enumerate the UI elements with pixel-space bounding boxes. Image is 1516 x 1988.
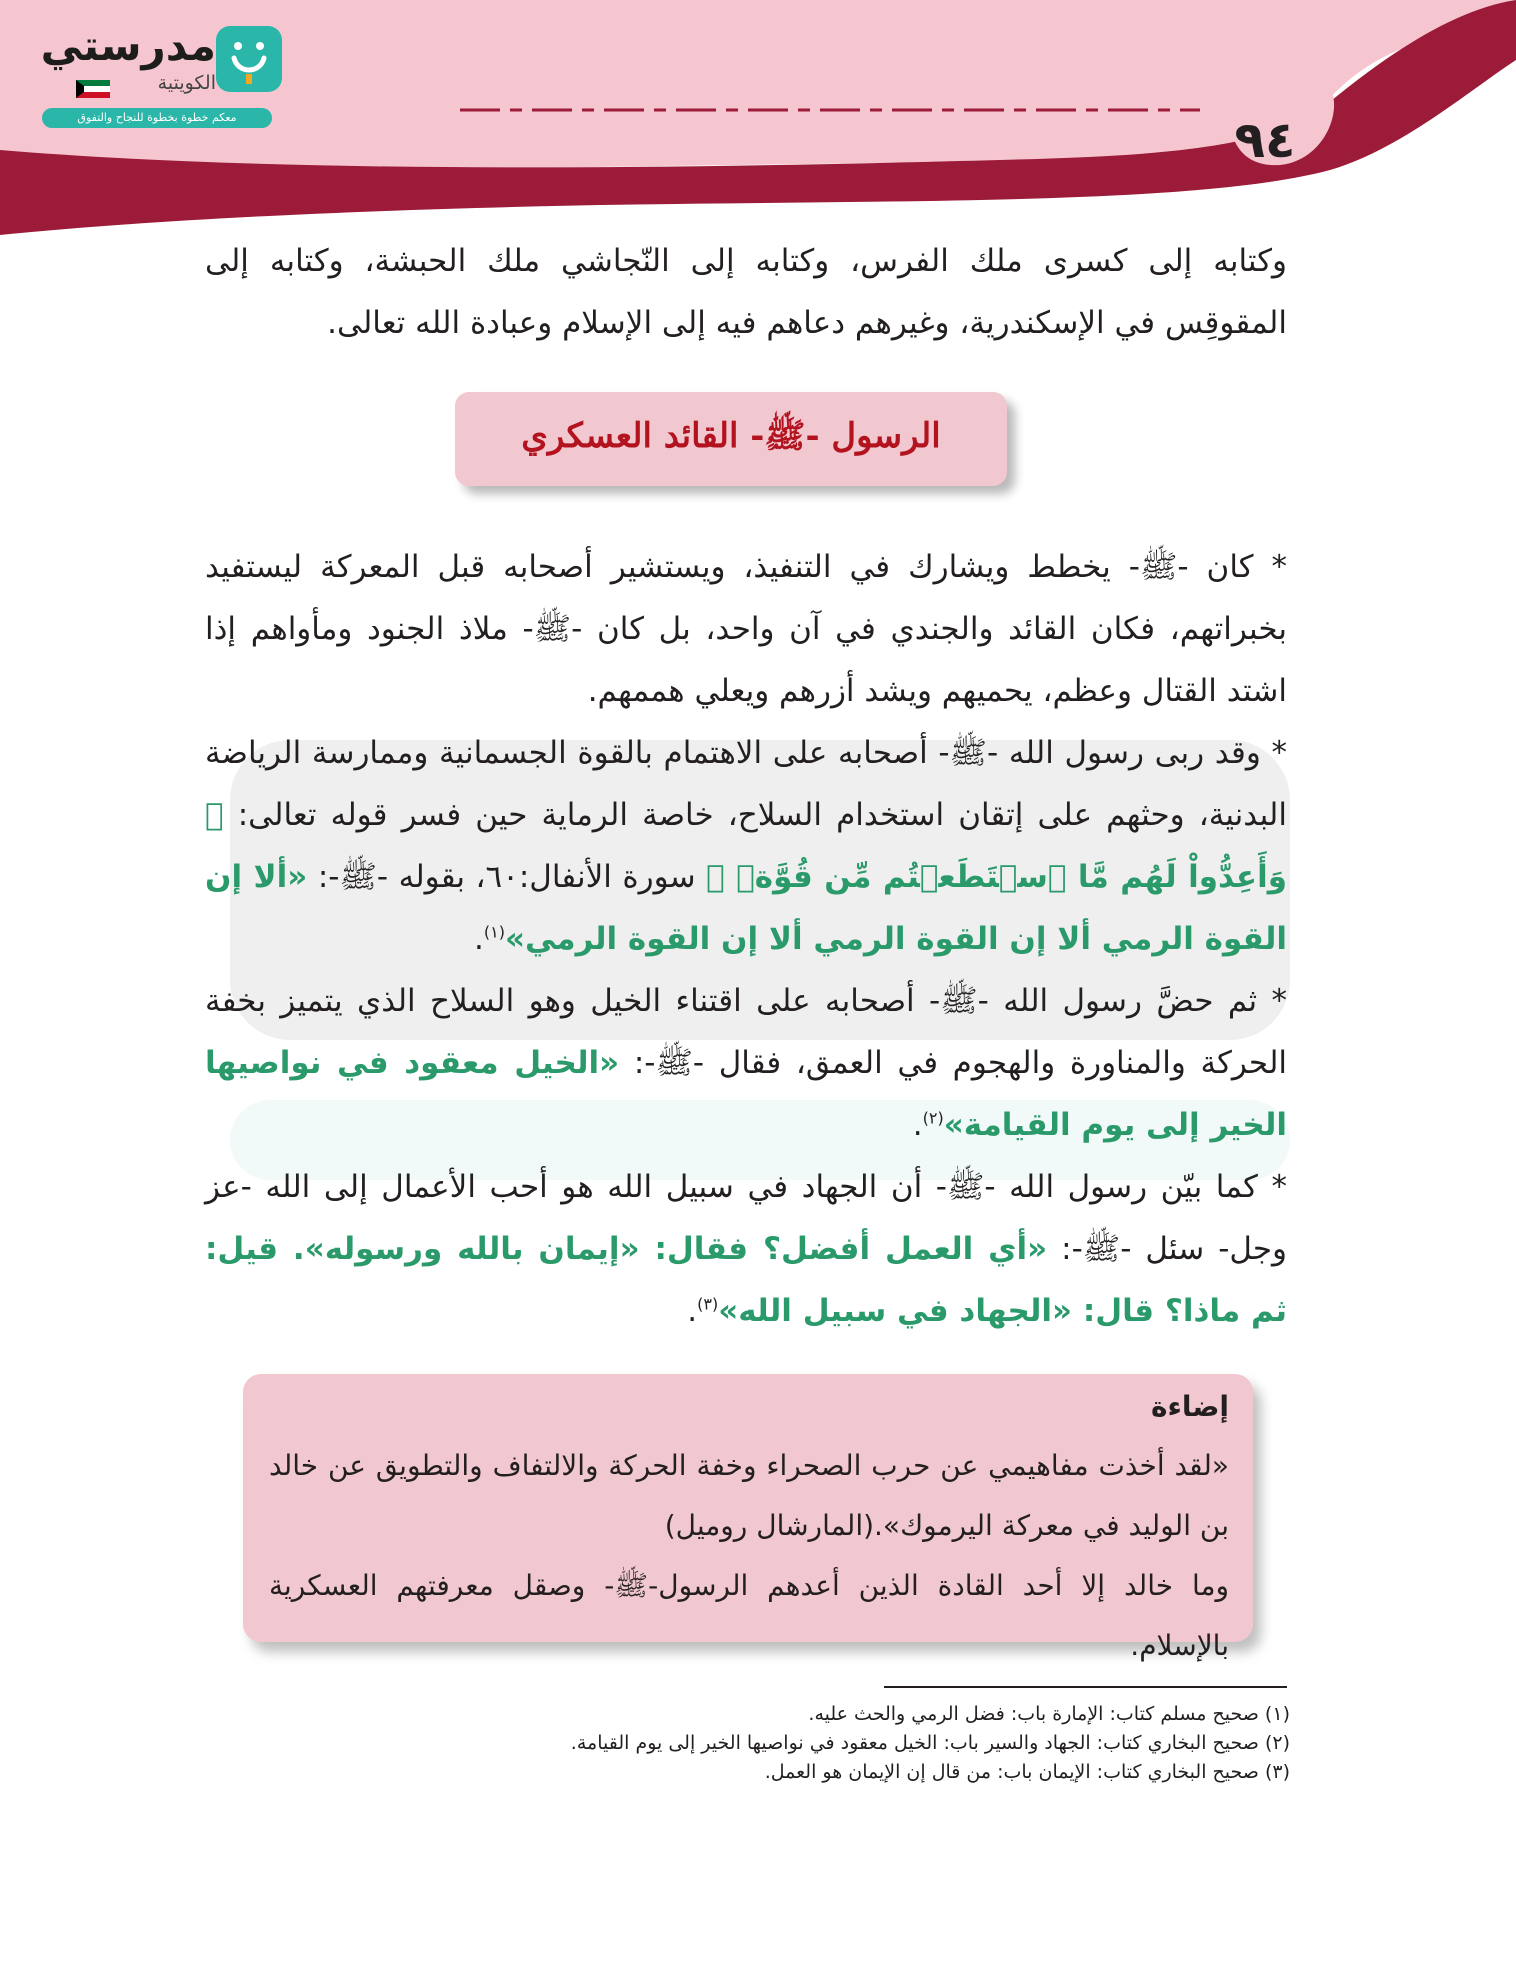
paragraph-3: * ثم حضَّ رسول الله -ﷺ- أصحابه على اقتناء الخيل وهو السلاح الذي يتميز بخفة الحركة والمناورة والهجوم في العمق، فقال -ﷺ-: «الخيل معقود في نواصيها الخير إلى يوم القيامة»$^{(٢)}$. [205, 983, 1288, 1143]
hadith-quote-1: «ألا إن القوة الرمي ألا إن القوة الرمي ألا إن القوة الرمي» [205, 859, 1287, 957]
logo [36, 20, 276, 124]
footnote-3: (٣) صحيح البخاري كتاب: الإيمان باب: من قال إن الإيمان هو العمل. [764, 1761, 1290, 1783]
page-number: ٩٤ [1234, 111, 1296, 169]
footnote-2: (٢) صحيح البخاري كتاب: الجهاد والسير باب: الخيل معقود في نواصيها الخير إلى يوم القيامة. [570, 1732, 1290, 1754]
logo-tagline: معكم خطوة بخطوة للنجاح والتفوق [42, 108, 272, 128]
paragraph-1: * كان -ﷺ- يخطط ويشارك في التنفيذ، ويستشير أصحابه قبل المعركة ليستفيد بخبراتهم، فكان القائد والجندي في آن واحد، بل كان -ﷺ- ملاذ الجنود ومأواهم إذا اشتد القتال وعظم، يحميهم ويشد أزرهم ويعلي هممهم. [205, 549, 1287, 709]
note-title: إضاءة [1150, 1390, 1229, 1423]
note-comment: وما خالد إلا أحد القادة الذين أعدهم الرسول-ﷺ- وصقل معرفتهم العسكرية بالإسلام. [269, 1569, 1229, 1662]
paragraph-2: * وقد ربى رسول الله -ﷺ- أصحابه على الاهتمام بالقوة الجسمانية وممارسة الرياضة البدنية، وحثهم على إتقان استخدام السلاح، خاصة الرماية حين فسر قوله تعالى: ﴿ وَأَعِدُّواْ لَهُم مَّا ٱسۡتَطَعۡتُم مِّن قُوَّةٖ ﴾ سورة الأنفال:٦٠، بقوله -ﷺ-: «ألا إن القوة الرمي ألا إن القوة الرمي ألا إن القوة الرمي»$^{(١)}$. [205, 735, 1287, 957]
paragraph-3-text: * ثم حضَّ رسول الله -ﷺ- أصحابه على اقتناء الخيل وهو السلاح الذي يتميز بخفة الحركة والمناورة والهجوم في العمق، فقال -ﷺ-: [205, 983, 1288, 1081]
note-quote: «لقد أخذت مفاهيمي عن حرب الصحراء وخفة الحركة والالتفاف والتطويق عن خالد بن الوليد في معركة اليرموك».(المارشال روميل) [269, 1449, 1229, 1542]
paragraph-4-text: * كما بيّن رسول الله -ﷺ- أن الجهاد في سبيل الله هو أحب الأعمال إلى الله -عز وجل- سئل -ﷺ-: [205, 1169, 1287, 1267]
intro-paragraph: وكتابه إلى كسرى ملك الفرس، وكتابه إلى النّجاشي ملك الحبشة، وكتابه إلى المقوقِس في الإسكندرية، وغيرهم دعاهم فيه إلى الإسلام وعبادة الله تعالى. [205, 243, 1287, 341]
footnote-1: (١) صحيح مسلم كتاب: الإمارة باب: فضل الرمي والحث عليه. [808, 1703, 1290, 1725]
footnote-divider [884, 1686, 1287, 1688]
paragraph-4: * كما بيّن رسول الله -ﷺ- أن الجهاد في سبيل الله هو أحب الأعمال إلى الله -عز وجل- سئل -ﷺ-: «أي العمل أفضل؟ فقال: «إيمان بالله ورسوله». قيل: ثم ماذا؟ قال: «الجهاد في سبيل الله»$^{(٣)}$. [205, 1169, 1287, 1329]
hadith-quote-3: «أي العمل أفضل؟ فقال: «إيمان بالله ورسوله». قيل: ثم ماذا؟ قال: «الجهاد في سبيل الله» [205, 1231, 1287, 1329]
paragraph-2-text-a: * وقد ربى رسول الله -ﷺ- أصحابه على الاهتمام بالقوة الجسمانية وممارسة الرياضة البدنية، وحثهم على إتقان استخدام السلاح، خاصة الرماية حين فسر قوله تعالى: [205, 735, 1287, 833]
footnote-ref-3: (٣) [697, 1294, 719, 1314]
logo-mark-icon [216, 26, 282, 92]
logo-name: مدرستي [40, 21, 216, 70]
hadith-quote-2: «الخيل معقود في نواصيها الخير إلى يوم القيامة» [205, 1045, 1287, 1143]
section-title: الرسول -ﷺ- القائد العسكري [521, 415, 941, 456]
note-box [243, 1374, 1253, 1662]
footnote-ref-2: (٢) [922, 1108, 944, 1128]
kuwait-flag-icon [76, 80, 110, 98]
paragraph-2-text-b: سورة الأنفال:٦٠، بقوله -ﷺ-: [307, 859, 707, 895]
footnote-ref-1: (١) [483, 922, 505, 942]
section-title-box [455, 392, 1007, 486]
note-body [269, 1436, 1229, 1676]
footnotes [500, 1700, 1290, 1787]
quran-verse: ﴿ وَأَعِدُّواْ لَهُم مَّا ٱسۡتَطَعۡتُم مِّن قُوَّةٖ ﴾ [205, 797, 1287, 895]
logo-subtitle: الكويتية [157, 72, 216, 94]
